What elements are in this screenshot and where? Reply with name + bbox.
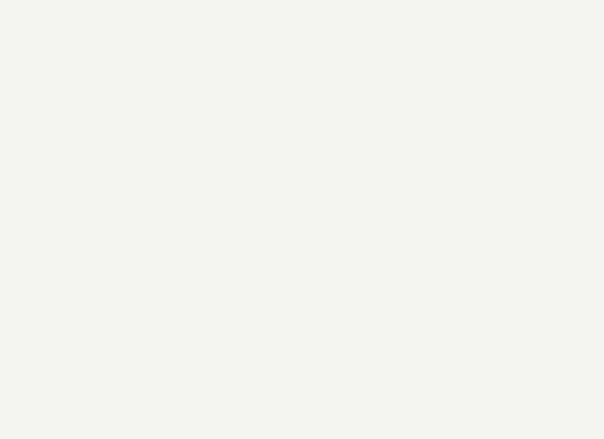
work-groups-sheet <box>4 25 600 418</box>
